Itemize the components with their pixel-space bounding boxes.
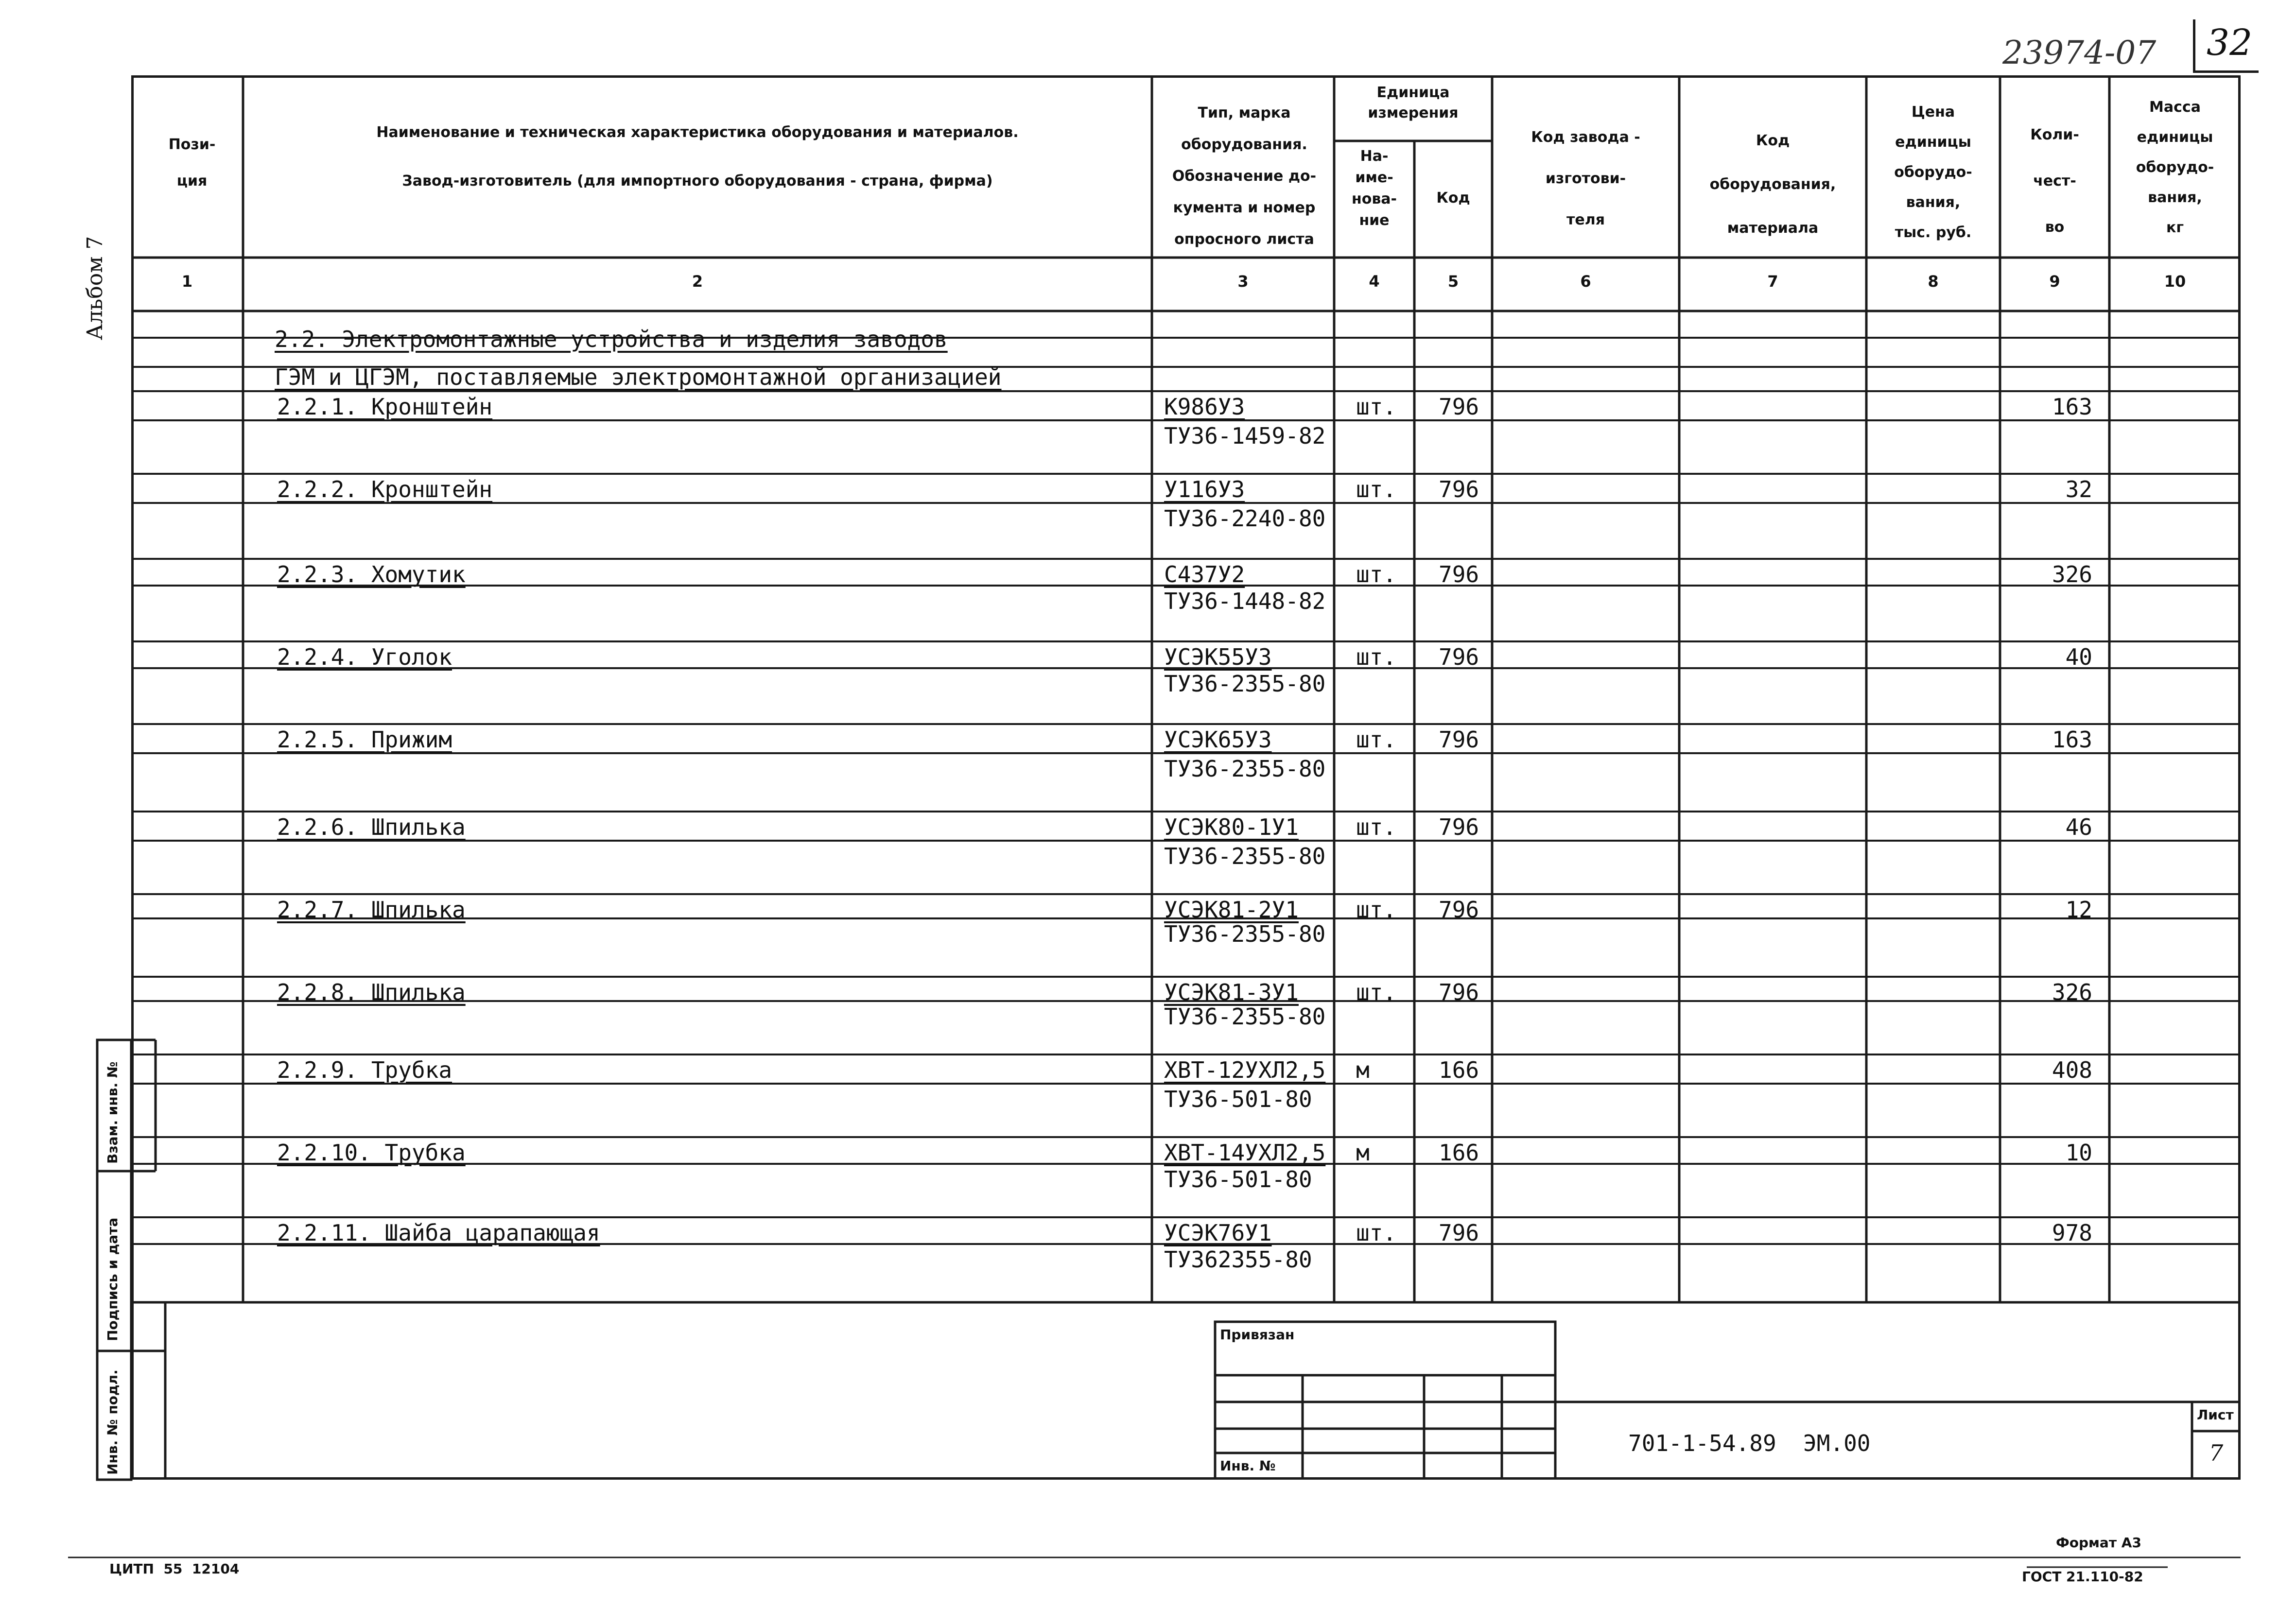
page-number: 32 (2207, 22, 2253, 64)
item-name: 2.2.3. Хомутик (277, 561, 466, 588)
header-unit-group: Единица измерения (1368, 84, 1459, 121)
header-name-line2: Завод-изготовитель (для импортного оборудования - страна, фирма) (402, 173, 993, 190)
item-code: 796 (1439, 979, 1479, 1005)
item-unit: шт. (1356, 814, 1397, 840)
item-qty: 12 (2065, 897, 2092, 923)
column-number-1: 1 (181, 272, 193, 291)
item-code: 796 (1439, 644, 1479, 670)
album-label: Альбом 7 (83, 236, 107, 340)
item-type: ХВТ-12УХЛ2,5 (1164, 1057, 1326, 1083)
handwritten-document-number: 23974-07 (2002, 34, 2157, 71)
header-price: Цена единицы оборудо- вания, тыс. руб. (1894, 104, 1972, 241)
item-type: УСЭК81-2У1 (1164, 897, 1299, 923)
header-name-line1: Наименование и техническая характеристика оборудования и материалов. (376, 124, 1019, 141)
item-type: ХВТ-14УХЛ2,5 (1164, 1140, 1326, 1166)
item-unit: шт. (1356, 726, 1397, 753)
item-doc: ТУ36-2355-80 (1164, 843, 1326, 869)
item-unit: шт. (1356, 394, 1397, 420)
item-unit: м (1356, 1057, 1370, 1083)
column-number-3: 3 (1237, 272, 1249, 291)
item-type: УСЭК80-1У1 (1164, 814, 1299, 840)
item-code: 796 (1439, 726, 1479, 753)
item-code: 796 (1439, 897, 1479, 923)
header-unit-code: Код (1436, 190, 1470, 207)
header-manufacturer-code: Код завода - изготови- теля (1531, 129, 1640, 228)
item-type: УСЭК55У3 (1164, 644, 1272, 670)
item-code: 796 (1439, 394, 1479, 420)
title-block-inv-no: Инв. № (1220, 1458, 1276, 1474)
title-block-designation: 701-1-54.89 ЭМ.00 (1628, 1430, 1871, 1456)
item-type: УСЭК65У3 (1164, 726, 1272, 753)
column-number-9: 9 (2049, 272, 2060, 291)
item-name: 2.2.6. Шпилька (277, 814, 466, 840)
header-type: Тип, марка оборудования. Обозначение до- кумента и номер опросного листа (1172, 104, 1317, 248)
item-name: 2.2.9. Трубка (277, 1057, 452, 1083)
item-qty: 408 (2052, 1057, 2092, 1083)
header-mass: Масса единицы оборудо- вания, кг (2136, 99, 2214, 236)
header-quantity: Коли- чест- во (2030, 126, 2079, 236)
item-doc: ТУ36-2355-80 (1164, 671, 1326, 697)
item-code: 166 (1439, 1140, 1479, 1166)
footer-gost: ГОСТ 21.110-82 (2022, 1569, 2143, 1585)
header-unit-name: На- име- нова- ние (1351, 148, 1397, 229)
item-name: 2.2.11. Шайба царапающая (277, 1220, 600, 1246)
item-unit: шт. (1356, 476, 1397, 502)
item-qty: 163 (2052, 726, 2092, 753)
item-unit: м (1356, 1140, 1370, 1166)
column-number-2: 2 (692, 272, 703, 291)
footer-left: ЦИТП 55 12104 (109, 1561, 240, 1577)
stamp-inv-podl: Инв. № подл. (104, 1369, 121, 1475)
header-position: Пози- ция (168, 136, 216, 190)
item-name: 2.2.7. Шпилька (277, 897, 466, 923)
item-type: У116У3 (1164, 476, 1245, 502)
item-qty: 163 (2052, 394, 2092, 420)
item-code: 796 (1439, 476, 1479, 502)
item-name: 2.2.1. Кронштейн (277, 394, 493, 420)
column-number-10: 10 (2164, 272, 2186, 291)
item-doc: ТУ36-501-80 (1164, 1166, 1312, 1192)
title-block-privyazan: Привязан (1220, 1327, 1295, 1343)
item-code: 796 (1439, 1220, 1479, 1246)
item-doc: ТУ362355-80 (1164, 1246, 1312, 1273)
item-unit: шт. (1356, 644, 1397, 670)
item-name: 2.2.8. Шпилька (277, 979, 466, 1005)
item-doc: ТУ36-2355-80 (1164, 1003, 1326, 1030)
stamp-podpis: Подпись и дата (104, 1217, 121, 1341)
item-doc: ТУ36-1459-82 (1164, 423, 1326, 449)
section-title-line2: ГЭМ и ЦГЭМ, поставляемые электромонтажной организацией (275, 364, 1002, 390)
item-qty: 32 (2065, 476, 2092, 502)
item-name: 2.2.2. Кронштейн (277, 476, 493, 502)
item-type: С437У2 (1164, 561, 1245, 588)
item-unit: шт. (1356, 897, 1397, 923)
item-unit: шт. (1356, 979, 1397, 1005)
column-number-6: 6 (1580, 272, 1591, 291)
section-title-line1: 2.2. Электромонтажные устройства и изделия заводов (275, 326, 948, 352)
item-code: 796 (1439, 561, 1479, 588)
item-qty: 326 (2052, 979, 2092, 1005)
title-block-sheet-label: Лист (2197, 1407, 2234, 1423)
item-unit: шт. (1356, 1220, 1397, 1246)
item-qty: 326 (2052, 561, 2092, 588)
item-doc: ТУ36-2355-80 (1164, 756, 1326, 782)
item-type: УСЭК81-3У1 (1164, 979, 1299, 1005)
item-qty: 40 (2065, 644, 2092, 670)
item-type: УСЭК76У1 (1164, 1220, 1272, 1246)
item-doc: ТУ36-1448-82 (1164, 588, 1326, 614)
item-qty: 10 (2065, 1140, 2092, 1166)
item-code: 796 (1439, 814, 1479, 840)
item-doc: ТУ36-501-80 (1164, 1086, 1312, 1112)
item-code: 166 (1439, 1057, 1479, 1083)
column-number-7: 7 (1767, 272, 1778, 291)
item-qty: 46 (2065, 814, 2092, 840)
column-number-4: 4 (1369, 272, 1380, 291)
footer-format: Формат А3 (2056, 1535, 2141, 1551)
item-name: 2.2.4. Уголок (277, 644, 452, 670)
stamp-vzam: Взам. инв. № (104, 1061, 121, 1164)
item-name: 2.2.10. Трубка (277, 1140, 466, 1166)
item-doc: ТУ36-2355-80 (1164, 921, 1326, 947)
item-qty: 978 (2052, 1220, 2092, 1246)
title-block-sheet-value: 7 (2209, 1440, 2224, 1466)
column-number-5: 5 (1447, 272, 1459, 291)
item-doc: ТУ36-2240-80 (1164, 505, 1326, 532)
item-name: 2.2.5. Прижим (277, 726, 452, 753)
item-unit: шт. (1356, 561, 1397, 588)
item-type: К986У3 (1164, 394, 1245, 420)
header-equipment-code: Код оборудования, материала (1709, 132, 1836, 237)
column-number-8: 8 (1928, 272, 1939, 291)
